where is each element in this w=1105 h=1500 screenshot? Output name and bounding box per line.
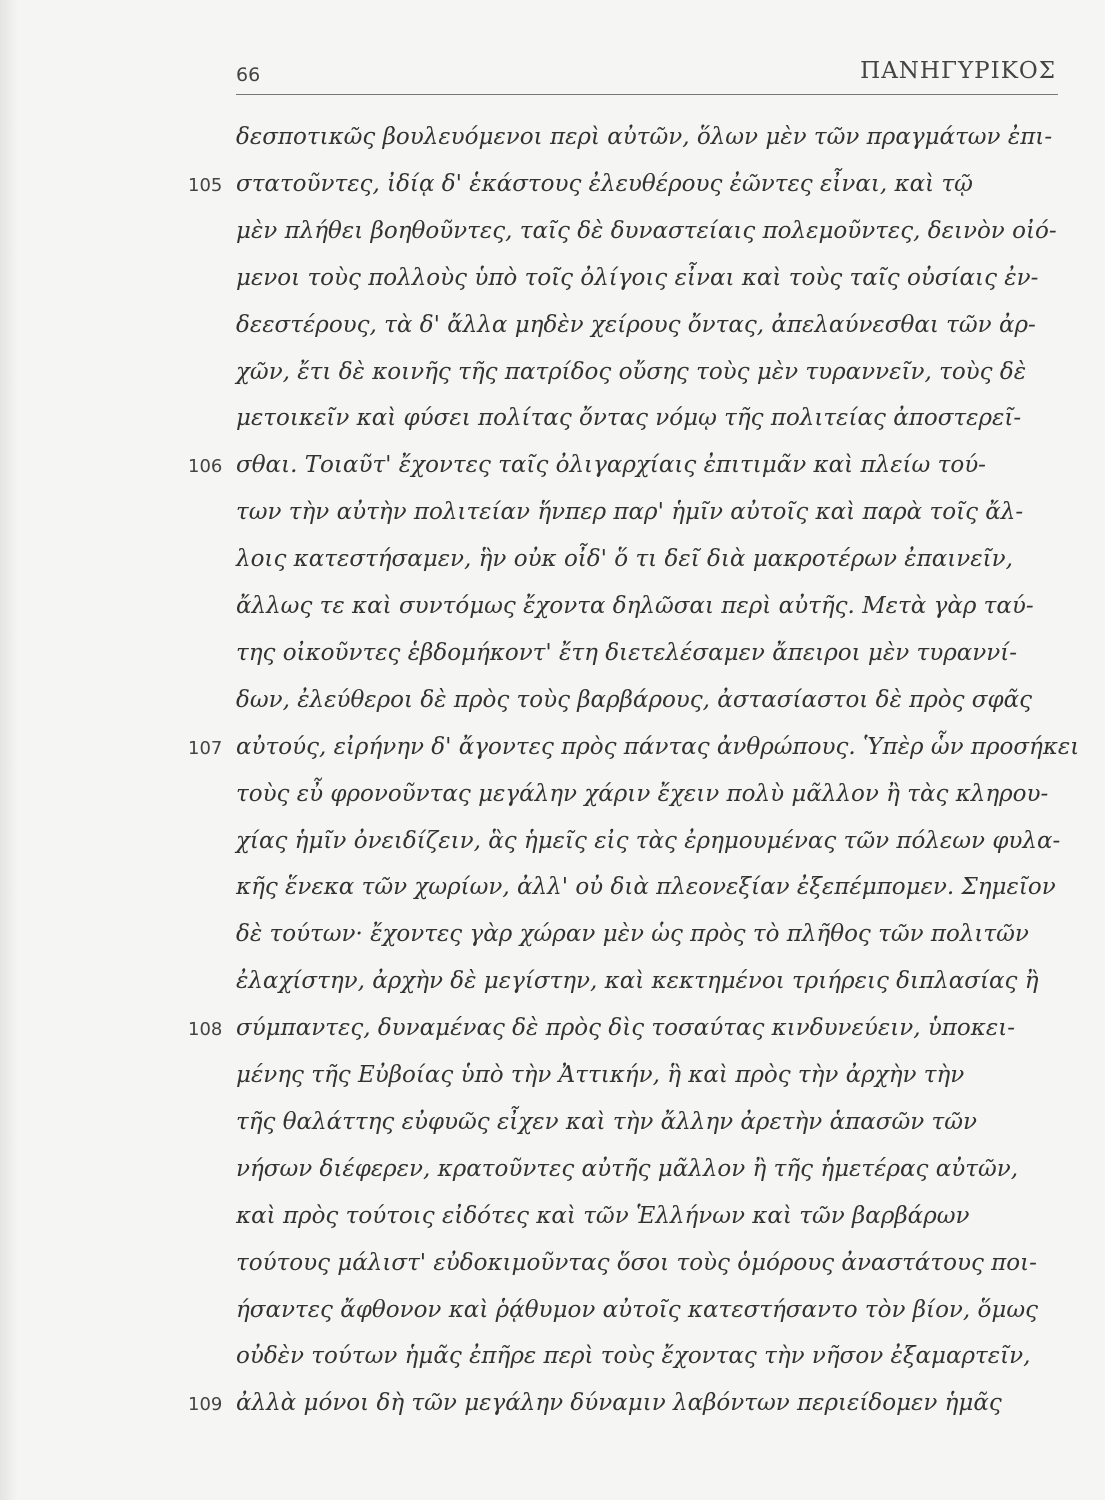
text-line [236,446,1072,484]
line-text: σύμπαντες, δυναμένας δὲ πρὸς δὶς τοσαύτας κινδυνεύειν, ὑποκει- [236,1015,1015,1042]
text-line [236,118,1072,156]
text-line [236,962,1072,1000]
section-number: 106 [188,456,223,478]
text-line [236,775,1072,813]
text-line [236,493,1072,531]
text-line [236,1056,1072,1094]
line-text: κῆς ἕνεκα τῶν χωρίων, ἀλλ' οὐ διὰ πλεονεξίαν ἐξεπέμπομεν. Σημεῖον [236,874,1056,901]
text-line [236,165,1072,203]
line-text: δὲ τούτων· ἔχοντες γὰρ χώραν μὲν ὡς πρὸς τὸ πλῆθος τῶν πολιτῶν [236,921,1029,948]
text-line [236,1103,1072,1141]
page-number: 66 [236,64,261,86]
line-text: ἐλαχίστην, ἀρχὴν δὲ μεγίστην, καὶ κεκτημένοι τριήρεις διπλασίας ἢ [236,968,1039,995]
text-line [236,399,1072,437]
line-text: δων, ἐλεύθεροι δὲ πρὸς τοὺς βαρβάρους, ἀστασίαστοι δὲ πρὸς σφᾶς [236,686,1033,713]
text-line [236,822,1072,860]
text-line [236,1384,1072,1422]
text-line [236,1197,1072,1235]
text-line [236,353,1072,391]
line-text: χῶν, ἔτι δὲ κοινῆς τῆς πατρίδος οὔσης τοὺς μὲν τυραννεῖν, τοὺς δὲ [236,358,1027,385]
line-text: δεσποτικῶς βουλευόμενοι περὶ αὐτῶν, ὅλων μὲν τῶν πραγμάτων ἐπι- [236,124,1053,150]
text-line [236,728,1080,766]
line-text: σθαι. Τοιαῦτ' ἔχοντες ταῖς ὀλιγαρχίαις ἐπιτιμᾶν καὶ πλείω τού- [236,452,986,479]
line-text: ἄλλως τε καὶ συντόμως ἔχοντα δηλῶσαι περὶ αὐτῆς. Μετὰ γὰρ ταύ- [236,593,1034,619]
line-text: μετοικεῖν καὶ φύσει πολίτας ὄντας νόμῳ τῆς πολιτείας ἀποστερεῖ- [236,405,1022,432]
text-line [236,212,1072,250]
line-text: δεεστέρους, τὰ δ' ἄλλα μηδὲν χείρους ὄντας, ἀπελαύνεσθαι τῶν ἀρ- [236,311,1036,338]
section-number: 107 [188,737,223,759]
line-text: των τὴν αὐτὴν πολιτείαν ἥνπερ παρ' ἡμῖν αὐτοῖς καὶ παρὰ τοῖς ἄλ- [236,499,1024,526]
line-text: οὐδὲν τούτων ἡμᾶς ἐπῆρε περὶ τοὺς ἔχοντας τὴν νῆσον ἐξαμαρτεῖν, [236,1343,1031,1370]
text-line [236,259,1072,297]
running-title: ΠΑΝΗΓΥΡΙΚΟΣ [860,58,1056,84]
text-line [236,634,1072,672]
text-line [236,1244,1072,1282]
line-text: τῆς θαλάττης εὐφυῶς εἶχεν καὶ τὴν ἄλλην ἀρετὴν ἁπασῶν τῶν [236,1108,977,1135]
line-text: τούτους μάλιστ' εὐδοκιμοῦντας ὅσοι τοὺς ὁμόρους ἀναστάτους ποι- [236,1249,1037,1276]
text-line [236,1291,1072,1329]
text-line [236,306,1072,344]
line-text: μὲν πλήθει βοηθοῦντες, ταῖς δὲ δυναστείαις πολεμοῦντες, δεινὸν οἰό- [236,217,1057,244]
text-line [236,868,1072,906]
line-text: στατοῦντες, ἰδίᾳ δ' ἑκάστους ἐλευθέρους ἐῶντες εἶναι, καὶ τῷ [236,170,973,197]
text-line [236,587,1072,625]
text-line [236,681,1072,719]
text-line [236,1150,1072,1188]
section-number: 105 [188,174,223,196]
line-text: ήσαντες ἄφθονον καὶ ῥᾴθυμον αὐτοῖς κατεστήσαντο τὸν βίον, ὅμως [236,1296,1038,1323]
line-text: νήσων διέφερεν, κρατοῦντες αὐτῆς μᾶλλον ἢ τῆς ἡμετέρας αὐτῶν, [236,1155,1018,1182]
line-text: μενοι τοὺς πολλοὺς ὑπὸ τοῖς ὀλίγοις εἶναι καὶ τοὺς ταῖς οὐσίαις ἐν- [236,264,1039,291]
text-line [236,540,1072,578]
line-text: μένης τῆς Εὐβοίας ὑπὸ τὴν Ἀττικήν, ἣ καὶ πρὸς τὴν ἀρχὴν τὴν [236,1062,965,1088]
line-text: της οἰκοῦντες ἑβδομήκοντ' ἔτη διετελέσαμεν ἄπειροι μὲν τυραννί- [236,639,1018,666]
text-line [236,1337,1072,1375]
line-text: αὐτούς, εἰρήνην δ' ἄγοντες πρὸς πάντας ἀνθρώπους. Ὑπὲρ ὧν προσήκει [236,733,1080,760]
line-text: χίας ἡμῖν ὀνειδίζειν, ἃς ἡμεῖς εἰς τὰς ἐρημουμένας τῶν πόλεων φυλα- [236,827,1061,854]
line-text: ἀλλὰ μόνοι δὴ τῶν μεγάλην δύναμιν λαβόντων περιείδομεν ἡμᾶς [236,1390,1002,1417]
section-number: 109 [188,1394,223,1416]
text-line [236,915,1072,953]
line-text: τοὺς εὖ φρονοῦντας μεγάλην χάριν ἔχειν πολὺ μᾶλλον ἢ τὰς κληρου- [236,780,1049,807]
text-line [236,1009,1072,1047]
line-text: λοις κατεστήσαμεν, ἣν οὐκ οἶδ' ὅ τι δεῖ διὰ μακροτέρων ἐπαινεῖν, [236,546,1013,573]
section-number: 108 [188,1019,223,1041]
line-text: καὶ πρὸς τούτοις εἰδότες καὶ τῶν Ἑλλήνων καὶ τῶν βαρβάρων [236,1202,970,1229]
